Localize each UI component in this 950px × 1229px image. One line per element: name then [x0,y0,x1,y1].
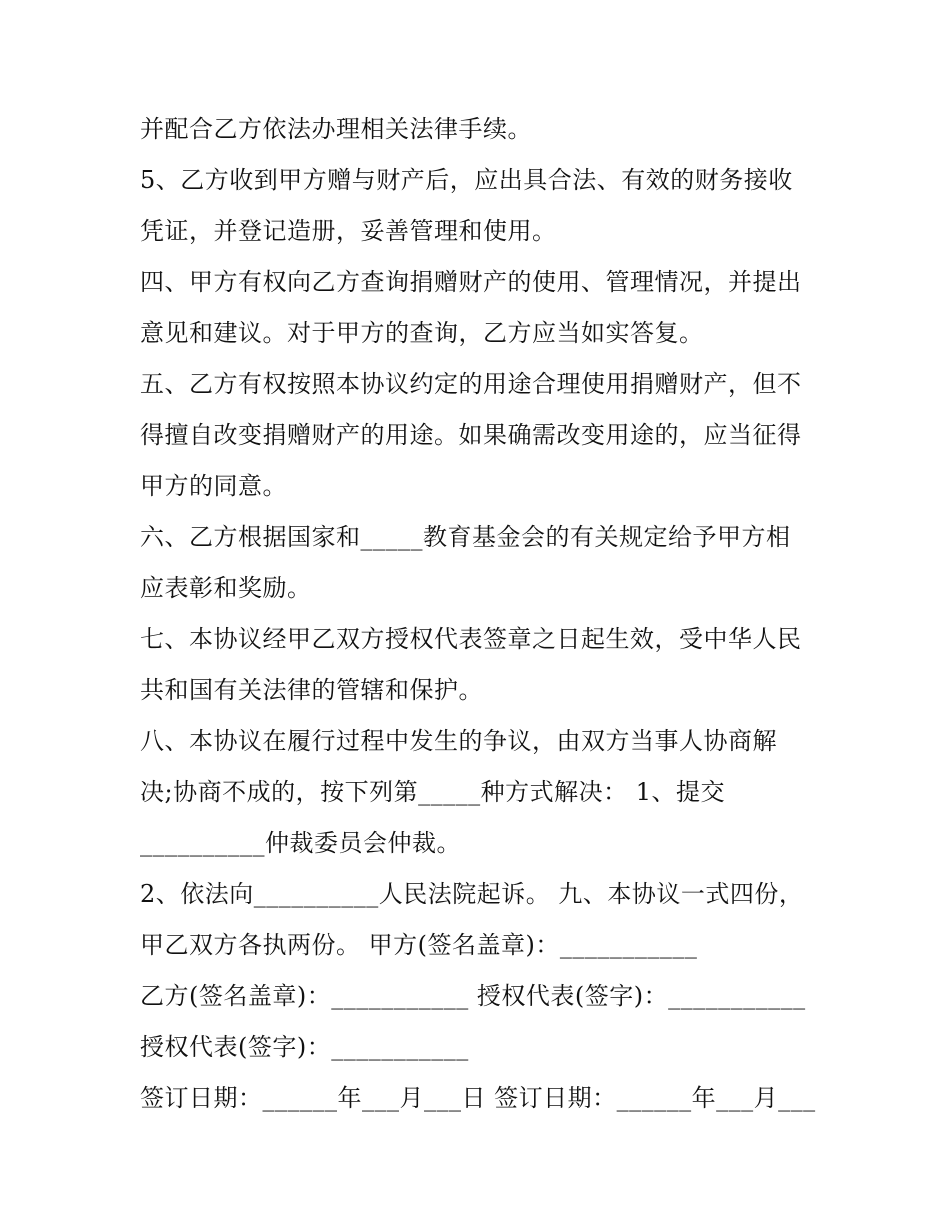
date-line: 签订日期：______年___月___日 签订日期：______年___月___ [140,1084,816,1112]
paragraph-line: 应表彰和奖励。 [140,574,312,602]
paragraph-line: 五、乙方有权按照本协议约定的用途合理使用捐赠财产，但不 [140,370,802,398]
paragraph-line: 意见和建议。对于甲方的查询，乙方应当如实答复。 [140,319,704,347]
document-body [140,108,830,1128]
paragraph-line: 2、依法向__________人民法院起诉。 九、本协议一式四份， [140,880,804,908]
paragraph-line: __________仲裁委员会仲裁。 [140,829,461,857]
paragraph-line: 四、甲方有权向乙方查询捐赠财产的使用、管理情况，并提出 [140,268,802,296]
paragraph-line: 甲方的同意。 [140,472,287,500]
paragraph-line: 得擅自改变捐赠财产的用途。如果确需改变用途的，应当征得 [140,421,802,449]
paragraph-line: 凭证，并登记造册，妥善管理和使用。 [140,217,557,245]
paragraph-line: 决;协商不成的，按下列第_____种方式解决： 1、提交 [140,778,725,806]
paragraph-line: 七、本协议经甲乙双方授权代表签章之日起生效，受中华人民 [140,625,802,653]
signature-line: 甲乙双方各执两份。 甲方(签名盖章)：___________ [140,931,698,959]
paragraph-line: 六、乙方根据国家和_____教育基金会的有关规定给予甲方相 [140,523,791,551]
paragraph-line: 八、本协议在履行过程中发生的争议，由双方当事人协商解 [140,727,777,755]
paragraph-line: 5、乙方收到甲方赠与财产后，应出具合法、有效的财务接收 [140,166,793,194]
paragraph-line: 共和国有关法律的管辖和保护。 [140,676,483,704]
signature-line: 乙方(签名盖章)：___________ 授权代表(签字)：___________ [140,982,806,1010]
signature-line: 授权代表(签字)：___________ [140,1033,469,1061]
paragraph-line: 并配合乙方依法办理相关法律手续。 [140,115,532,143]
